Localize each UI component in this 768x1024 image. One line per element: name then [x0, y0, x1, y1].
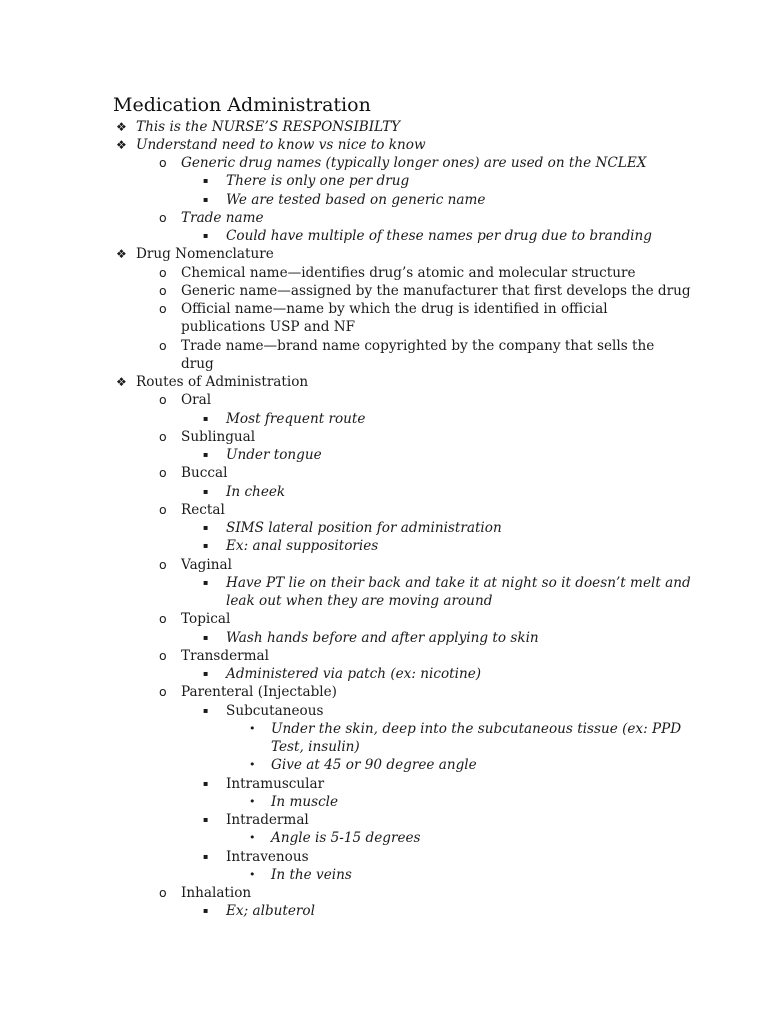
circle-bullet-icon: o: [159, 465, 167, 481]
outline-item-text: This is the NURSE’S RESPONSIBILTY: [136, 118, 401, 135]
diamond-bullet-icon: ❖: [116, 119, 127, 134]
outline-item-text: Parenteral (Injectable): [181, 684, 337, 701]
dot-bullet-icon: •: [249, 721, 256, 735]
outline-item-text: Understand need to know vs nice to know: [136, 136, 426, 153]
outline-item-text: Administered via patch (ex: nicotine): [226, 666, 482, 682]
outline-item-text: Test, insulin): [271, 739, 360, 755]
outline-item-text: In muscle: [271, 793, 339, 810]
dot-bullet-icon: •: [249, 867, 256, 881]
circle-bullet-icon: o: [159, 301, 167, 316]
outline-item-text: Routes of Administration: [136, 374, 309, 390]
circle-bullet-icon: o: [159, 264, 167, 280]
diamond-bullet-icon: ❖: [116, 247, 127, 262]
outline-item-text: Transdermal: [181, 647, 269, 664]
outline-item-text: drug: [181, 355, 214, 372]
outline-item-text: Generic name—assigned by the manufacturer that first develops the drug: [181, 282, 691, 299]
circle-bullet-icon: o: [159, 428, 167, 444]
outline-item-text: Inhalation: [181, 885, 252, 901]
outline-item-text: Sublingual: [181, 428, 256, 445]
circle-bullet-icon: o: [159, 209, 167, 225]
outline-item-text: Chemical name—identifies drug’s atomic and molecular structure: [181, 264, 636, 281]
circle-bullet-icon: o: [159, 611, 167, 627]
outline-item-text: Drug Nomenclature: [136, 246, 274, 263]
outline-item-text: Intradermal: [226, 812, 309, 828]
square-bullet-icon: ▪: [203, 194, 209, 204]
circle-bullet-icon: o: [159, 155, 167, 170]
square-bullet-icon: ▪: [203, 231, 209, 240]
square-bullet-icon: ▪: [203, 523, 209, 532]
outline-item-text: Could have multiple of these names per drug due to branding: [226, 228, 652, 244]
square-bullet-icon: ▪: [203, 577, 209, 587]
outline-item-text: Vaginal: [181, 556, 232, 573]
outline-item-text: In cheek: [226, 483, 286, 500]
outline-item-text: There is only one per drug: [226, 173, 410, 190]
square-bullet-icon: ▪: [203, 815, 209, 824]
outline-item-text: Under the skin, deep into the subcutaneous tissue (ex: PPD: [271, 720, 682, 737]
outline-item-text: Generic drug names (typically longer ones) are used on the NCLEX: [181, 155, 647, 171]
circle-bullet-icon: o: [159, 282, 167, 298]
circle-bullet-icon: o: [159, 885, 167, 900]
outline-item-text: Topical: [181, 611, 231, 628]
document-title: Medication Administration: [113, 94, 371, 116]
dot-bullet-icon: •: [249, 758, 256, 772]
circle-bullet-icon: o: [159, 556, 167, 572]
outline-item-text: Rectal: [181, 501, 225, 518]
circle-bullet-icon: o: [159, 501, 167, 517]
diamond-bullet-icon: ❖: [116, 137, 127, 152]
outline-item-text: Wash hands before and after applying to skin: [226, 629, 539, 646]
outline-item-text: publications USP and NF: [181, 319, 356, 336]
outline-item-text: leak out when they are moving around: [226, 593, 493, 609]
square-bullet-icon: ▪: [203, 541, 209, 551]
outline-item-text: Oral: [181, 392, 212, 409]
outline-item-text: Buccal: [181, 465, 228, 482]
dot-bullet-icon: •: [249, 794, 256, 808]
outline-item-text: Have PT lie on their back and take it at night so it doesn’t melt and: [226, 574, 691, 591]
outline-item-text: Ex: anal suppositories: [226, 538, 379, 555]
square-bullet-icon: ▪: [203, 778, 209, 788]
outline-item-text: Intramuscular: [226, 775, 325, 792]
square-bullet-icon: ▪: [203, 669, 209, 678]
square-bullet-icon: ▪: [203, 176, 209, 186]
outline-item-text: Intravenous: [226, 848, 309, 865]
outline-item-text: Subcutaneous: [226, 702, 324, 719]
outline-item-text: In the veins: [271, 866, 352, 883]
circle-bullet-icon: o: [159, 392, 167, 408]
outline-item-text: Most frequent route: [226, 410, 366, 427]
square-bullet-icon: ▪: [203, 851, 209, 861]
outline-item-text: Give at 45 or 90 degree angle: [271, 757, 477, 774]
dot-bullet-icon: •: [249, 831, 256, 845]
outline-item-text: SIMS lateral position for administration: [226, 520, 502, 536]
circle-bullet-icon: o: [159, 684, 167, 700]
diamond-bullet-icon: ❖: [116, 375, 127, 389]
circle-bullet-icon: o: [159, 337, 167, 353]
circle-bullet-icon: o: [159, 647, 167, 663]
outline-item-text: Angle is 5-15 degrees: [271, 830, 421, 847]
square-bullet-icon: ▪: [203, 705, 209, 715]
outline-item-text: We are tested based on generic name: [226, 191, 486, 208]
square-bullet-icon: ▪: [203, 486, 209, 496]
square-bullet-icon: ▪: [203, 413, 209, 423]
outline-item-text: Trade name: [181, 209, 264, 226]
outline-item-text: Official name—name by which the drug is identified in official: [181, 301, 608, 317]
square-bullet-icon: ▪: [203, 906, 209, 916]
square-bullet-icon: ▪: [203, 632, 209, 642]
outline-item-text: Trade name—brand name copyrighted by the company that sells the: [181, 337, 655, 354]
outline-item-text: Under tongue: [226, 447, 322, 463]
square-bullet-icon: ▪: [203, 450, 209, 459]
outline-item-text: Ex; albuterol: [226, 903, 315, 920]
